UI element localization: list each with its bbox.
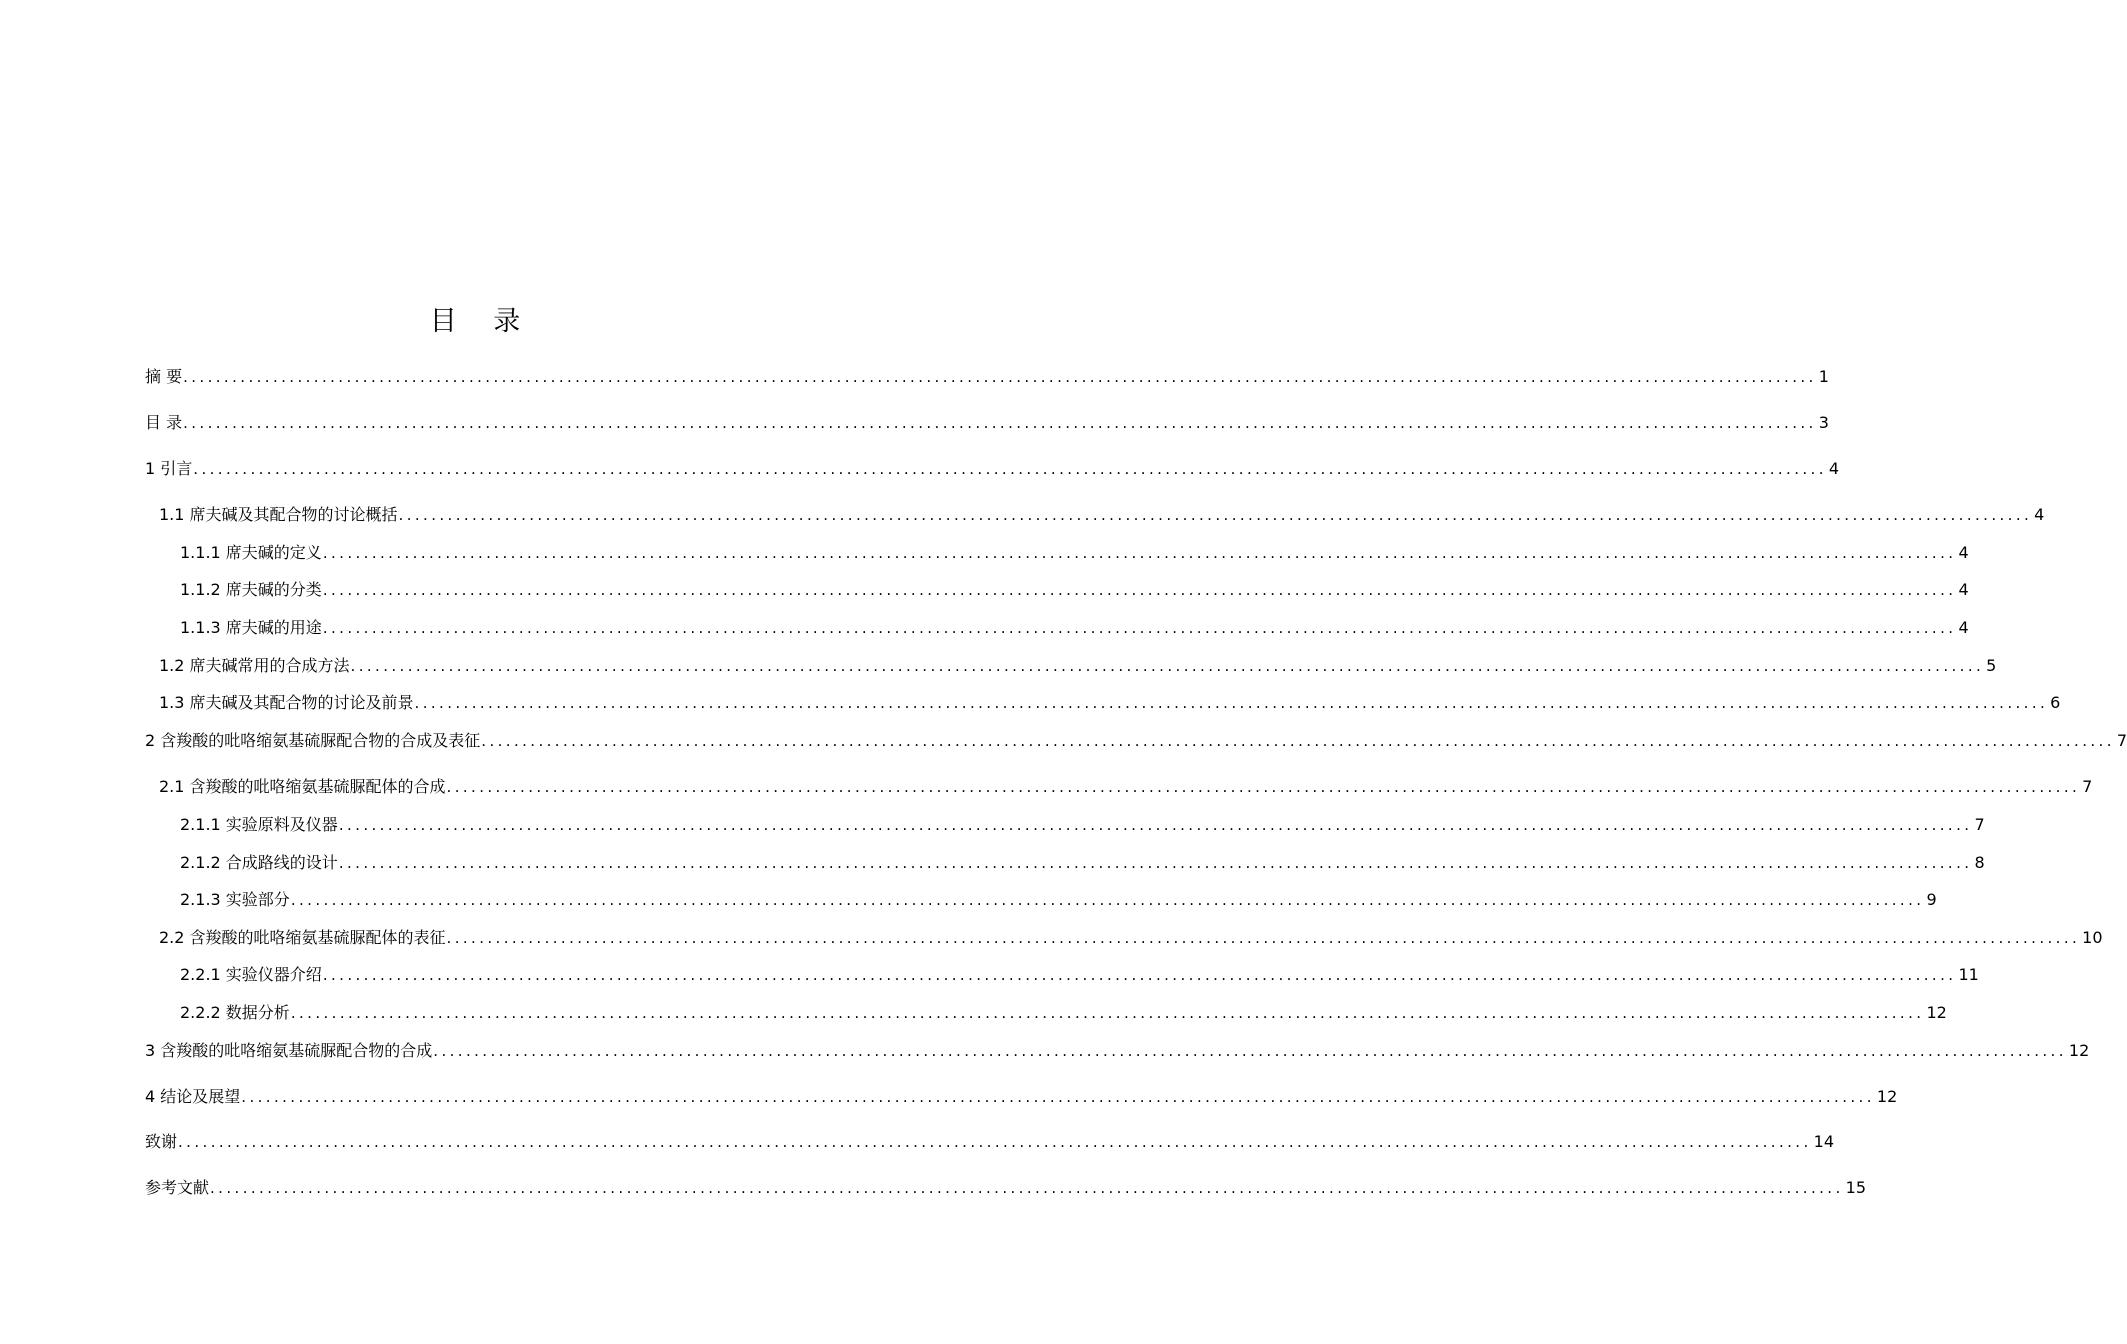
toc-entry-1-1-3[interactable]: [180, 613, 1969, 639]
toc-title: 目 录: [429, 306, 535, 337]
toc-entry-label: 2.2.2 数据分析: [180, 1003, 290, 1022]
dot-leader: ........................................................................................................................................................................................................: [481, 732, 2115, 750]
toc-entry-label: 1.1.3 席夫碱的用途: [180, 618, 322, 637]
toc-entry-page: 5: [1986, 656, 1997, 675]
toc-entry-label: 2.1 含羧酸的吡咯缩氨基硫脲配体的合成: [159, 777, 446, 796]
toc-entry-2-1[interactable]: [159, 772, 2093, 798]
dot-leader: ........................................................................................................................................................................................................: [183, 368, 1817, 386]
toc-entry-1-1[interactable]: [159, 500, 2045, 526]
toc-entry-page: 4: [2034, 505, 2045, 524]
toc-entry-label: 2.2 含羧酸的吡咯缩氨基硫脲配体的表征: [159, 928, 446, 947]
dot-leader: ........................................................................................................................................................................................................: [290, 891, 1925, 909]
toc-entry-label: 2.1.3 实验部分: [180, 890, 290, 909]
dot-leader: ........................................................................................................................................................................................................: [322, 581, 1957, 599]
toc-entry-label: 1 引言: [145, 459, 193, 478]
toc-entry-2-2-1[interactable]: [180, 960, 1979, 986]
toc-entry-page: 12: [1876, 1087, 1898, 1106]
toc-entry-1-3[interactable]: [159, 688, 2061, 714]
toc-entry-page: 6: [2050, 693, 2061, 712]
toc-entry-acknowledgements[interactable]: [145, 1127, 1834, 1153]
toc-entry-page: 15: [1845, 1178, 1866, 1197]
toc-entry-page: 12: [1926, 1003, 1947, 1022]
toc-entry-label: 2.1.1 实验原料及仪器: [180, 815, 338, 834]
dot-leader: ........................................................................................................................................................................................................: [446, 778, 2081, 796]
toc-entry-page: 7: [2082, 777, 2093, 796]
toc-entry-page: 3: [1818, 413, 1829, 432]
dot-leader: ........................................................................................................................................................................................................: [322, 966, 1957, 984]
toc-entry-page: 7: [1974, 815, 1985, 834]
dot-leader: ........................................................................................................................................................................................................: [193, 460, 1827, 478]
dot-leader: ........................................................................................................................................................................................................: [338, 816, 1973, 834]
toc-entry-label: 2.1.2 合成路线的设计: [180, 853, 338, 872]
toc-entry-label: 1.2 席夫碱常用的合成方法: [159, 656, 350, 675]
toc-entry-page: 1: [1818, 367, 1829, 386]
toc-entry-label: 参考文献: [145, 1178, 210, 1197]
dot-leader: ........................................................................................................................................................................................................: [241, 1088, 1875, 1106]
dot-leader: ........................................................................................................................................................................................................: [398, 506, 2033, 524]
toc-entry-label: 致谢: [145, 1132, 178, 1151]
toc-entry-2-1-1[interactable]: [180, 810, 1985, 836]
dot-leader: ........................................................................................................................................................................................................: [414, 694, 2049, 712]
toc-entry-page: 8: [1974, 853, 1985, 872]
toc-entry-ch1[interactable]: [145, 454, 1840, 480]
toc-entry-label: 3 含羧酸的吡咯缩氨基硫脲配合物的合成: [145, 1041, 433, 1060]
toc-entry-label: 目 录: [145, 413, 183, 432]
toc-entry-page: 14: [1813, 1132, 1834, 1151]
toc-entry-label: 2 含羧酸的吡咯缩氨基硫脲配合物的合成及表征: [145, 731, 481, 750]
toc-entry-1-2[interactable]: [159, 651, 1997, 677]
toc-entry-contents[interactable]: [145, 408, 1829, 434]
dot-leader: ........................................................................................................................................................................................................: [178, 1133, 1812, 1151]
dot-leader: ........................................................................................................................................................................................................: [338, 854, 1973, 872]
toc-entry-abstract[interactable]: [145, 362, 1829, 388]
dot-leader: ........................................................................................................................................................................................................: [322, 544, 1957, 562]
toc-entry-2-2[interactable]: [159, 923, 2103, 949]
toc-entry-2-1-2[interactable]: [180, 848, 1985, 874]
toc-entry-2-2-2[interactable]: [180, 998, 1947, 1024]
toc-entry-label: 4 结论及展望: [145, 1087, 241, 1106]
toc-entry-ch2[interactable]: [145, 726, 2127, 752]
dot-leader: ........................................................................................................................................................................................................: [322, 619, 1957, 637]
toc-entry-label: 2.2.1 实验仪器介绍: [180, 965, 322, 984]
toc-entry-page: 9: [1926, 890, 1937, 909]
toc-entry-references[interactable]: [145, 1173, 1866, 1199]
toc-entry-page: 10: [2082, 928, 2103, 947]
toc-entry-page: 7: [2116, 731, 2127, 750]
toc-entry-label: 1.3 席夫碱及其配合物的讨论及前景: [159, 693, 414, 712]
dot-leader: ........................................................................................................................................................................................................: [183, 414, 1817, 432]
toc-entry-page: 4: [1958, 580, 1969, 599]
toc-entry-label: 1.1.1 席夫碱的定义: [180, 543, 322, 562]
toc-entry-page: 11: [1958, 965, 1979, 984]
dot-leader: ........................................................................................................................................................................................................: [350, 657, 1985, 675]
toc-entry-ch4[interactable]: [145, 1082, 1898, 1108]
toc-entry-1-1-2[interactable]: [180, 575, 1969, 601]
toc-entry-2-1-3[interactable]: [180, 885, 1937, 911]
dot-leader: ........................................................................................................................................................................................................: [446, 929, 2081, 947]
toc-entry-label: 1.1.2 席夫碱的分类: [180, 580, 322, 599]
toc-entry-page: 4: [1958, 543, 1969, 562]
dot-leader: ........................................................................................................................................................................................................: [433, 1042, 2067, 1060]
toc-entry-ch3[interactable]: [145, 1036, 2090, 1062]
toc-entry-page: 12: [2068, 1041, 2090, 1060]
dot-leader: ........................................................................................................................................................................................................: [210, 1179, 1844, 1197]
toc-entry-1-1-1[interactable]: [180, 538, 1969, 564]
toc-entry-label: 摘 要: [145, 367, 183, 386]
toc-entry-page: 4: [1958, 618, 1969, 637]
toc-entry-page: 4: [1828, 459, 1840, 478]
toc-entry-label: 1.1 席夫碱及其配合物的讨论概括: [159, 505, 398, 524]
dot-leader: ........................................................................................................................................................................................................: [290, 1004, 1925, 1022]
